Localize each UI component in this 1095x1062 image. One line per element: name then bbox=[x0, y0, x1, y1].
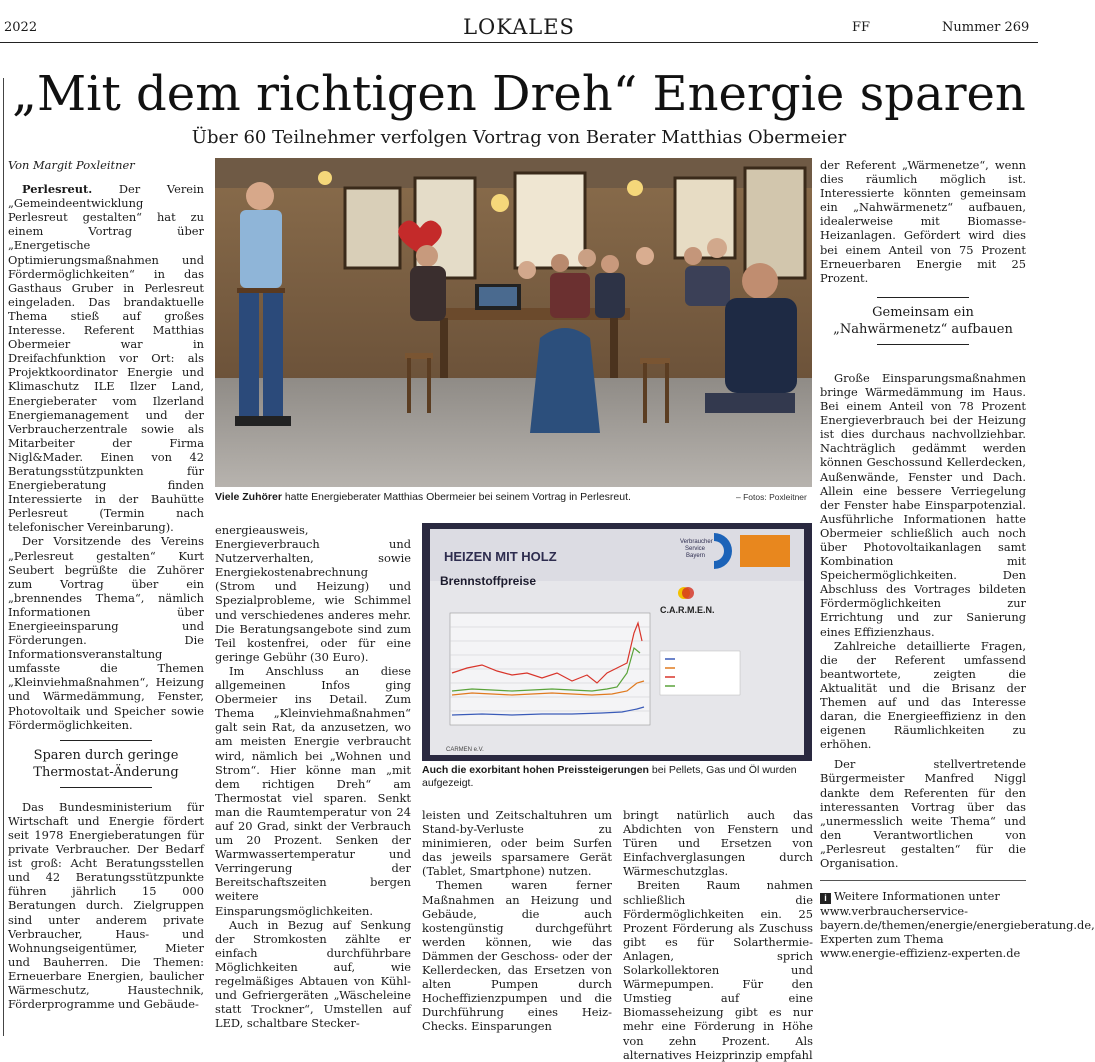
article-column-5 bbox=[820, 158, 1095, 961]
paragraph: Themen waren ferner Maßnahmen an Heizung und Gebäude, die auch kostengünstig durchgeführt werden können, wie das Dämmen der Geschoss- oder der Kellerdecken, das Ersetzen von alten Pumpen durch Hocheffizienzpumpen und die Durchführung eines Heiz-Checks. Einsparungen bbox=[422, 878, 612, 1034]
byline: Von Margit Poxleitner bbox=[8, 158, 135, 172]
orange-logo-icon bbox=[740, 535, 790, 567]
page-header bbox=[0, 0, 1038, 42]
paragraph: Das Bundesministerium für Wirtschaft und Energie fördert seit 1978 Energieberatungen für private Verbraucher. Der Bedarf ist groß: Acht Beratungsstellen und 42 Beratungsstützpunkte führen jährlich 15 000 Beratungen durch. Zielgruppen sind unter anderem private Verbraucher, Haus- und Wohnungseigentümer, Mieter und Bauherren. Die Themen: Erneuerbare Energien, baulicher Wärmeschutz, Haustechnik, Förderprogramme und Gebäude- bbox=[8, 799, 204, 1012]
caption-bold: Auch die exorbitant hohen Preissteigerungen bbox=[422, 764, 649, 776]
vs-line2: Service bbox=[685, 546, 706, 552]
carmen-logo: C.A.R.M.E.N. bbox=[660, 605, 715, 615]
subheading bbox=[8, 740, 204, 788]
dateline: Perlesreut. bbox=[22, 182, 93, 197]
photo-slide bbox=[422, 523, 812, 761]
article-column-2 bbox=[215, 523, 411, 1030]
article-column-4 bbox=[623, 808, 813, 1062]
caption-bold: Viele Zuhörer bbox=[215, 491, 282, 503]
paragraph: Der Verein „Gemeindeentwicklung Perlesreut gestalten“ hat zu einem Vortrag über „Energetische Optimierungsmaßnahmen und Fördermöglichkeiten“ in das Gasthaus Gruber in Perlesreut eingeladen. Das brandaktuelle Thema stieß auf großes Interesse. Referent Matthias Obermeier war in Dreifachfunktion vor Ort: als Projektkoordinator Energie und Klimaschutz ILE Ilzer Land, Energieberater vom Ilzerland Energiemanagement und der Verbraucherzentrale sowie als Mitarbeiter der Firma Nigl&Mader. Einen von 42 Beratungsstützpunkten für Energieberatung finden Interessierte in der Bauhütte Perlesreut (Termin nach telefonischer Vereinbarung). bbox=[8, 182, 204, 535]
photo-slide-caption bbox=[422, 764, 814, 790]
paragraph: Der Vorsitzende des Vereins „Perlesreut gestalten“ Kurt Seubert begrüßte die Zuhörer zum Vortrag über ein „brennendes Thema“, nämlich Informationen über Energieeinsparung und Förderungen. Die Informationsveranstaltung umfasste die Themen „Kleinviehmaßnahmen“, Heizung und Wärmedämmung, Fenster, Photovoltaik und Speicher sowie Fördermöglichkeiten. bbox=[8, 534, 204, 732]
paragraph: Große Einsparungsmaßnahmen bringe Wärmedämmung im Haus. Bei einem Anteil von 78 Prozent Energieverbrauch bei der Heizung ist dies durchaus nachvollziehbar. Nachträglich gedämmt werden können Geschossund Kellerdecken, Außenwände, Fenster und Dach. Allein eine bessere Verriegelung der Fenster habe Einsparpotenzial. Ausführliche Informationen hatte Obermeier schließlich auch noch über Photovoltaikanlagen samt Kombination mit Speichermöglichkeiten. Den Abschluss des Vortrages bildeten Fördermöglichkeiten zur Errichtung und zur Sanierung eines Effizienzhaus. bbox=[820, 370, 1026, 639]
vs-line1: Verbraucher bbox=[680, 539, 713, 545]
vs-line3: Bayern bbox=[686, 553, 706, 559]
paragraph: Im Anschluss an diese allgemeinen Infos ging Obermeier ins Detail. Zum Thema „Kleinviehmaßnahmen“ galt sein Rat, da anzusetzen, wo am meisten Energie verbraucht wird, nämlich bei „Wohnen und Strom“. Hier könne man „mit dem richtigen Dreh“ am Thermostat viel sparen. Senkt man die Raumtemperatur von 24 auf 20 Grad, sinkt der Verbrauch um 20 Prozent. Senken der Warmwassertemperatur und Verringerung der Bereitschaftszeiten bergen weitere Einsparungsmöglichkeiten. bbox=[215, 663, 411, 918]
headline: „Mit dem richtigen Dreh“ Energie sparen bbox=[12, 66, 1026, 122]
header-issue: Nummer 269 bbox=[942, 20, 1030, 35]
subheading-text: Sparen durch geringe Thermostat-Änderung bbox=[33, 747, 179, 780]
divider bbox=[877, 297, 969, 298]
divider bbox=[60, 740, 152, 741]
subheading bbox=[820, 297, 1026, 345]
photo-credit: – Fotos: Poxleitner bbox=[736, 492, 807, 502]
article-column-1 bbox=[8, 158, 204, 1011]
photo-audience-image bbox=[215, 158, 812, 487]
info-divider bbox=[820, 880, 1026, 881]
left-column-rule bbox=[3, 78, 4, 1036]
paragraph: leisten und Zeitschaltuhren um Stand-by-Verluste zu minimieren, oder beim Surfen das jeweils sparsamere Gerät (Tablet, Smartphone) nutzen. bbox=[422, 808, 612, 879]
paragraph: energieausweis, Energieverbrauch und Nutzerverhalten, sowie Energiekostenabrechnung (Strom und Heizung) und Spezialprobleme, wie Schimmel und verschiedenes anderes mehr. Die Beratungsangebote sind zum Teil kostenfrei, oder für eine geringe Gebühr (30 Euro). bbox=[215, 523, 411, 664]
slide-title: HEIZEN MIT HOLZ bbox=[444, 549, 557, 564]
header-ff: FF bbox=[852, 20, 871, 35]
paragraph: Breiten Raum nahmen schließlich die Fördermöglichkeiten ein. 25 Prozent Förderung als Zuschuss gibt es für Solarthermie-Anlagen, sprich Solarkollektoren und Wärmepumpen. Für den Umstieg auf eine Biomasseheizung gibt es nur mehr eine Förderung in Höhe von zehn Prozent. Als alternatives Heizprinzip empfahl bbox=[623, 878, 813, 1062]
caption-text: bei Pellets, Gas und Öl wurden aufgezeigt. bbox=[422, 764, 797, 789]
header-rule bbox=[0, 42, 1038, 43]
photo-audience bbox=[215, 158, 812, 487]
paragraph: Auch in Bezug auf Senkung der Stromkosten zählte er einfach durchführbare Möglichkeiten auf, wie regelmäßiges Abtauen von Kühl- und Gefriergeräten „Wäscheleine statt Trockner“, Umstellen auf LED, schaltbare Stecker- bbox=[215, 917, 411, 1031]
divider bbox=[60, 787, 152, 788]
info-text: Weitere Informationen unter www.verbraucherservice-bayern.de/themen/energie/energieberatung.de, Experten zum Thema www.energie-effizienz-experten.de bbox=[820, 889, 1095, 961]
slide-subtitle: Brennstoffpreise bbox=[440, 574, 537, 588]
subheading-text: Gemeinsam ein „Nahwärmenetz“ aufbauen bbox=[833, 304, 1013, 337]
paragraph: bringt natürlich auch das Abdichten von Fenstern und Türen und Ersetzen von Einfachverglasungen durch Wärmeschutzglas. bbox=[623, 808, 813, 879]
slide-footer: CARMEN e.V. bbox=[446, 747, 484, 753]
photo-audience-caption bbox=[215, 491, 715, 504]
paragraph: Der stellvertretende Bürgermeister Manfred Niggl dankte dem Referenten für den interessanten Vortrag über das „unermesslich weite Thema“ und den Verantwortlichen von „Perlesreut gestalten“ für die Organisation. bbox=[820, 757, 1026, 871]
paragraph: Zahlreiche detaillierte Fragen, die der Referent umfassend beantwortete, zeigten die Aktualität und die Brisanz der Themen auf und das Interesse daran, die Energieeffizienz in den eigenen Räumlichkeiten zu erhöhen. bbox=[820, 638, 1026, 752]
slide-image bbox=[422, 523, 812, 761]
subheadline: Über 60 Teilnehmer verfolgen Vortrag von Berater Matthias Obermeier bbox=[191, 127, 847, 148]
article-column-3 bbox=[422, 808, 612, 1034]
info-icon: i bbox=[820, 893, 831, 904]
divider bbox=[877, 344, 969, 345]
header-section: LOKALES bbox=[463, 15, 575, 39]
caption-text: hatte Energieberater Matthias Obermeier bei seinem Vortrag in Perlesreut. bbox=[281, 491, 631, 503]
paragraph: der Referent „Wärmenetze“, wenn dies räumlich möglich ist. Interessierte könnten gemeinsam ein „Nahwärmenetz“ aufbauen, idealerweise mit Biomasse-Heizanlagen. Gefördert wird dies bei einem Anteil von 75 Prozent Erneuerbaren Energie mit 25 Prozent. bbox=[820, 158, 1026, 285]
header-year: 2022 bbox=[4, 20, 38, 35]
